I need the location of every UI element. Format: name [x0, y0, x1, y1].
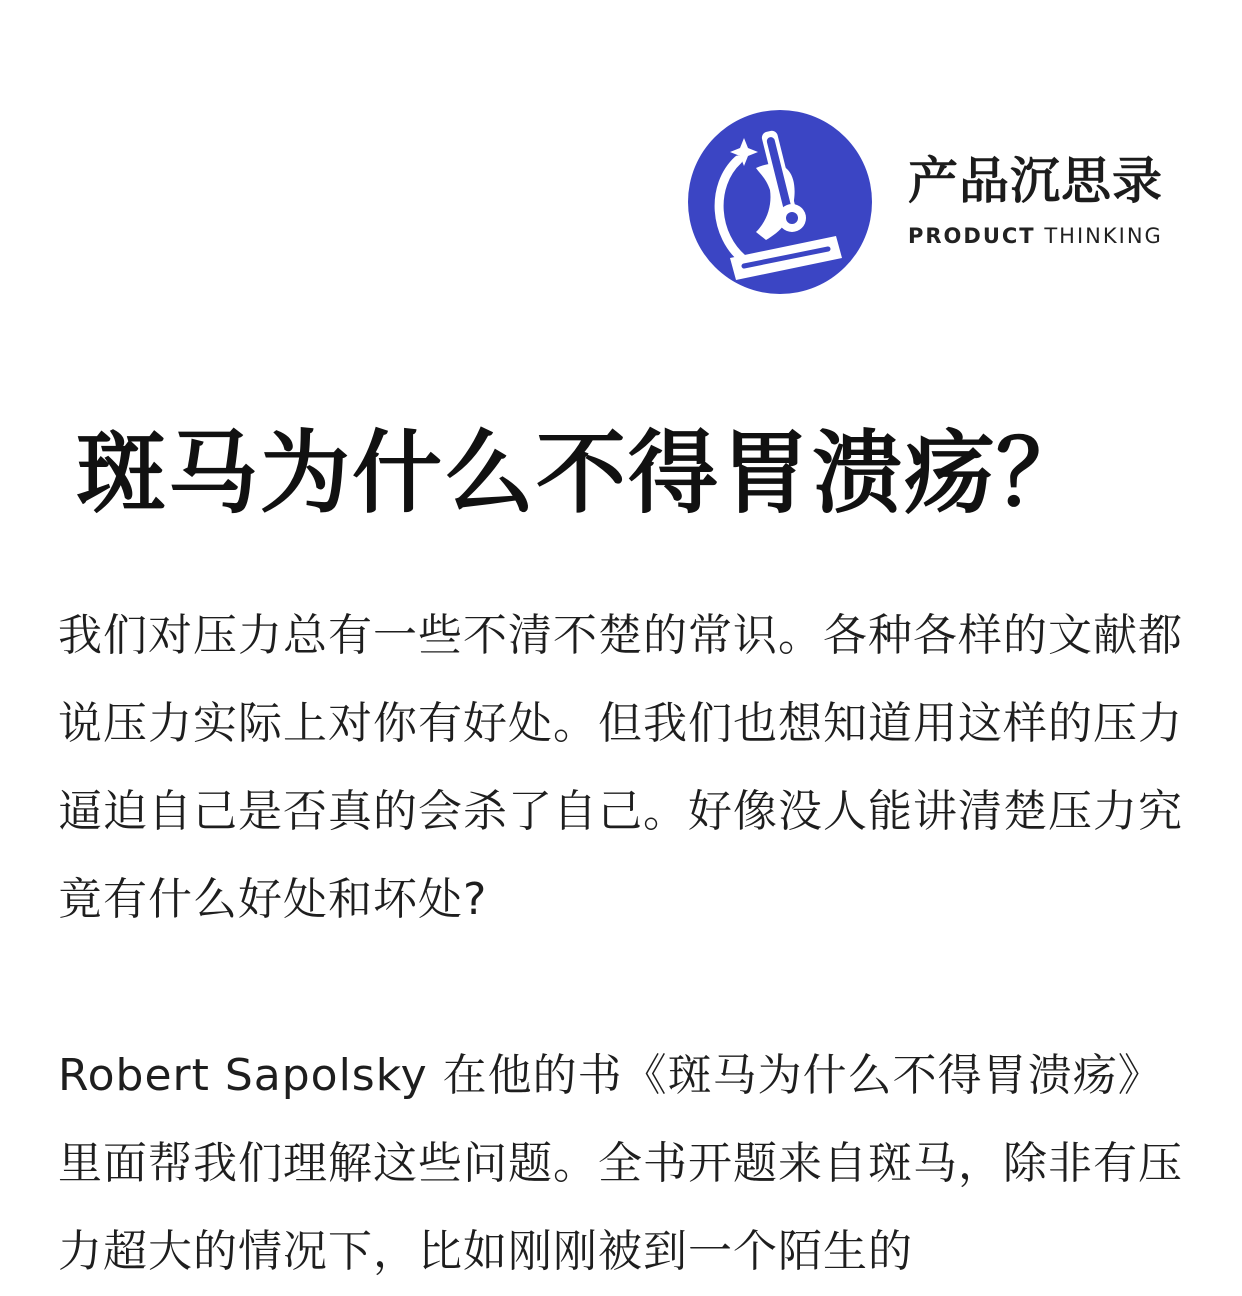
brand-tagline	[908, 224, 1163, 248]
brand-header	[686, 108, 1163, 296]
article-paragraph: Robert Sapolsky 在他的书《斑马为什么不得胃溃疡》里面帮我们理解这些问题。全书开题来自斑马，除非有压力超大的情况下，比如刚刚被到一个陌生的	[58, 1050, 1183, 1277]
article-title: 斑马为什么不得胃溃疡？	[76, 421, 1088, 526]
brand-tagline-light: THINKING	[1044, 224, 1163, 248]
brand-name: 产品沉思录	[908, 152, 1163, 210]
article-paragraph: 我们对压力总有一些不清不楚的常识。各种各样的文献都说压力实际上对你有好处。但我们也想知道用这样的压力逼迫自己是否真的会杀了自己。好像没人能讲清楚压力究竟有什么好处和坏处?	[58, 610, 1183, 925]
astronaut-helmet-logo-icon	[686, 108, 874, 296]
brand-text	[908, 152, 1163, 248]
brand-tagline-bold: PRODUCT	[908, 224, 1036, 248]
